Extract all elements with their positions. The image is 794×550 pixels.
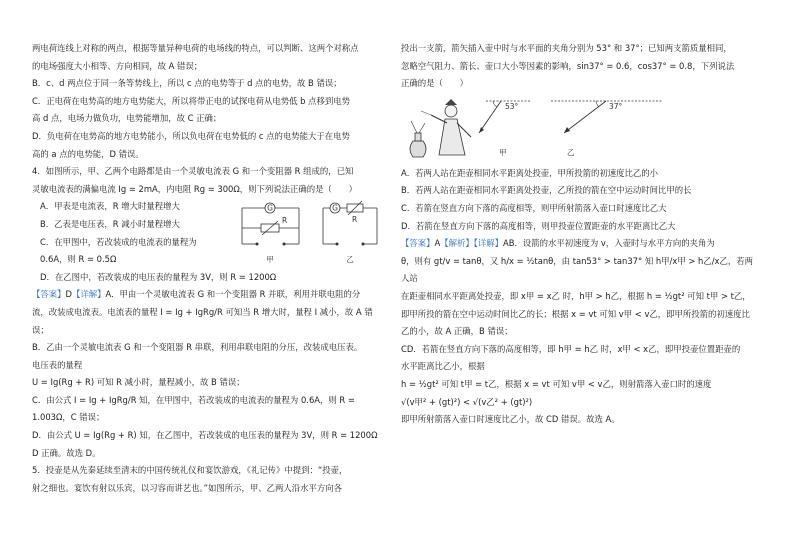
explanation-line: √(v甲² + (gt)²) < √(v乙² + (gt)²) [401,396,533,407]
question-4-stem: 4．如图所示，甲、乙两个电路都是由一个灵敏电流表 G 和一个变阻器 R 组成的，已知 [32,166,354,177]
text-line: B．c、d 两点位于同一条等势线上，所以 c 点的电势等于 d 点的电势，故 B 错误； [32,78,342,89]
answer-line [32,286,387,304]
question-5-stem: 射之细也。宴饮有射以乐宾，以习容而讲艺也。”如图所示，甲、乙两人沿水平方向各 [32,482,343,493]
explanation-line: θ，则有 gt/v = tanθ，又 h/x = ½tanθ，由 tan53° > tan37° 知 h甲/x甲 > h乙/x乙，若两人站 [401,255,754,284]
explanation-line: B．乙由一个灵敏电流表 G 和一个变阻器 R 串联，利用串联电阻的分压，改装成电压表。 [32,342,363,353]
question-4-options-with-figure [32,198,387,268]
pitch-pot-figure [401,93,756,165]
arrow-jia [479,101,531,157]
circuit-jia [242,203,299,264]
answer-value: D [65,289,72,300]
text-line: 两电荷连线上对称的两点，根据等量异种电荷的电场线的特点，可以判断、这两个对称点 [32,43,359,53]
text-line: 的电场强度大小相等、方向相同，故 A 错误； [32,60,203,71]
text-line: 高 d 点，电场力做负功，电势能增加，故 C 正确； [32,113,222,124]
rheostat-label: R [352,215,358,225]
explanation-text: AB．设箭的水平初速度为 v，入壶时与水平方向的夹角为 [503,238,715,249]
text-line: C．正电荷在电势高的地方电势能大，所以将带正电的试探电荷从电势低 b 点移到电势 [32,95,350,106]
option-c-cont: 0.6A，则 R = 0.5Ω [40,254,117,265]
option-b: B．若两人站在距壶相同水平距离处投壶，乙所投的箭在空中运动时间比甲的长 [401,185,692,196]
angle-label-37: 37° [609,101,623,111]
option-d: D．在乙图中，若改装成的电压表的量程为 3V，则 R = 1200Ω [40,271,277,282]
right-column [401,40,756,429]
text-line: 忽略空气阻力、箭长、壶口大小等因素的影响，sin37° = 0.6，cos37° = 0.8，下列说法 [401,60,735,71]
explanation-line: U = Ig(Rg + R) 可知 R 减小时，量程减小，故 B 错误； [32,377,245,388]
explanation-line: 电压表的量程 [32,359,83,370]
figure-label-yi: 乙 [346,255,354,265]
arrow-yi [551,101,663,157]
explanation-line: 流，改装成电流表。电流表的量程 I = Ig + IgRg/R 可知当 R 增大时，量程 I 减小，故 A 错误； [32,306,373,335]
detail-tag: 【详解】 [71,289,106,300]
option-b: B．乙表是电压表，R 减小时量程增大 [40,218,180,229]
text-line: 正确的是（ ） [401,78,468,89]
rheostat-label: R [282,216,288,226]
option-c: C．若箭在竖直方向下落的高度相等，则甲所射箭落入壶口时速度比乙大 [401,202,667,213]
galvanometer-label: G [332,203,338,213]
detail-tag: 【解析】【详解】 [440,238,504,249]
answer-tag: 【答案】 [32,289,66,300]
circuit-figure [237,198,387,268]
answer-value: A [434,238,441,249]
explanation-line: 乙的小，故 A 正确，B 错误； [401,326,513,337]
left-column [32,40,387,497]
pot-icon [410,121,426,157]
explanation-line: CD．若箭在竖直方向下落的高度相等，即 h甲 = h乙 时，x甲 < x乙，即甲投壶位置距壶的 [401,343,741,354]
explanation-line: h = ½gt² 可知 t甲 = t乙，根据 x = vt 可知 v甲 < v乙，则射箭落入壶口时的速度 [401,378,712,389]
explanation-line: D 正确。故选 D。 [32,447,101,458]
explanation-line: 即甲所射箭落入壶口时速度比乙小，故 CD 错误。故选 A。 [401,414,620,425]
circuit-yi [323,201,377,264]
text-line: 高的 a 点的电势能，D 错误。 [32,148,144,159]
text-line: 投出一支箭，箭矢插入壶中时与水平面的夹角分别为 53° 和 37°；已知两支箭质量相同， [401,43,732,53]
option-a: A．若两人站在距壶相同水平距离处投壶，甲所投箭的初速度比乙的小 [401,167,658,178]
person-throwing-icon [421,99,471,155]
explanation-line: 在距壶相同水平距离处投壶，即 x甲 = x乙 时，h甲 > h乙，根据 h = ½gt² 可知 t甲 > t乙， [401,290,751,301]
galvanometer-label: G [267,203,273,213]
explanation-line: 即甲所投的箭在空中运动时间比乙的长；根据 x = vt 可知 v甲 < v乙，即甲所投箭的初速度比 [401,308,750,319]
figure-label-jia: 甲 [266,255,274,265]
text-line: D．负电荷在电势高的地方电势能小，所以负电荷在电势低的 c 点的电势能大于在电势 [32,130,350,141]
option-a: A．甲表是电流表，R 增大时量程增大 [40,201,180,212]
option-c: C．在甲图中，若改装成的电流表的量程为 [40,236,197,247]
explanation-line: 水平距离比乙小，根据 [401,361,485,372]
answer-tag: 【答案】 [401,238,435,249]
explanation-text: A．甲由一个灵敏电流表 G 和一个变阻器 R 并联，利用并联电阻的分 [105,289,361,300]
question-4-stem: 灵敏电流表的满偏电流 Ig = 2mA，内电阻 Rg = 300Ω，则下列说法正确的是（ ） [32,183,358,194]
answer-line [401,235,756,253]
explanation-line: C．由公式 I = Ig + IgRg/R 知，在甲图中，若改装成的电流表的量程为 0.6A，则 R = 1.003Ω，C 错误； [32,394,355,423]
question-5-stem: 5．投壶是从先秦延续至清末的中国传统礼仪和宴饮游戏，《礼记传》中提到：“投壶， [32,465,348,476]
option-d: D．若箭在竖直方向下落的高度相等，则甲投壶位置距壶的水平距离比乙大 [401,220,676,231]
figure-label-jia: 甲 [499,147,507,157]
explanation-line: D．由公式 U = Ig(Rg + R) 知，在乙图中，若改装成的电压表的量程为 3V，则 R = 1200Ω [32,430,378,441]
figure-label-yi: 乙 [567,147,575,157]
angle-label-53: 53° [505,101,519,111]
